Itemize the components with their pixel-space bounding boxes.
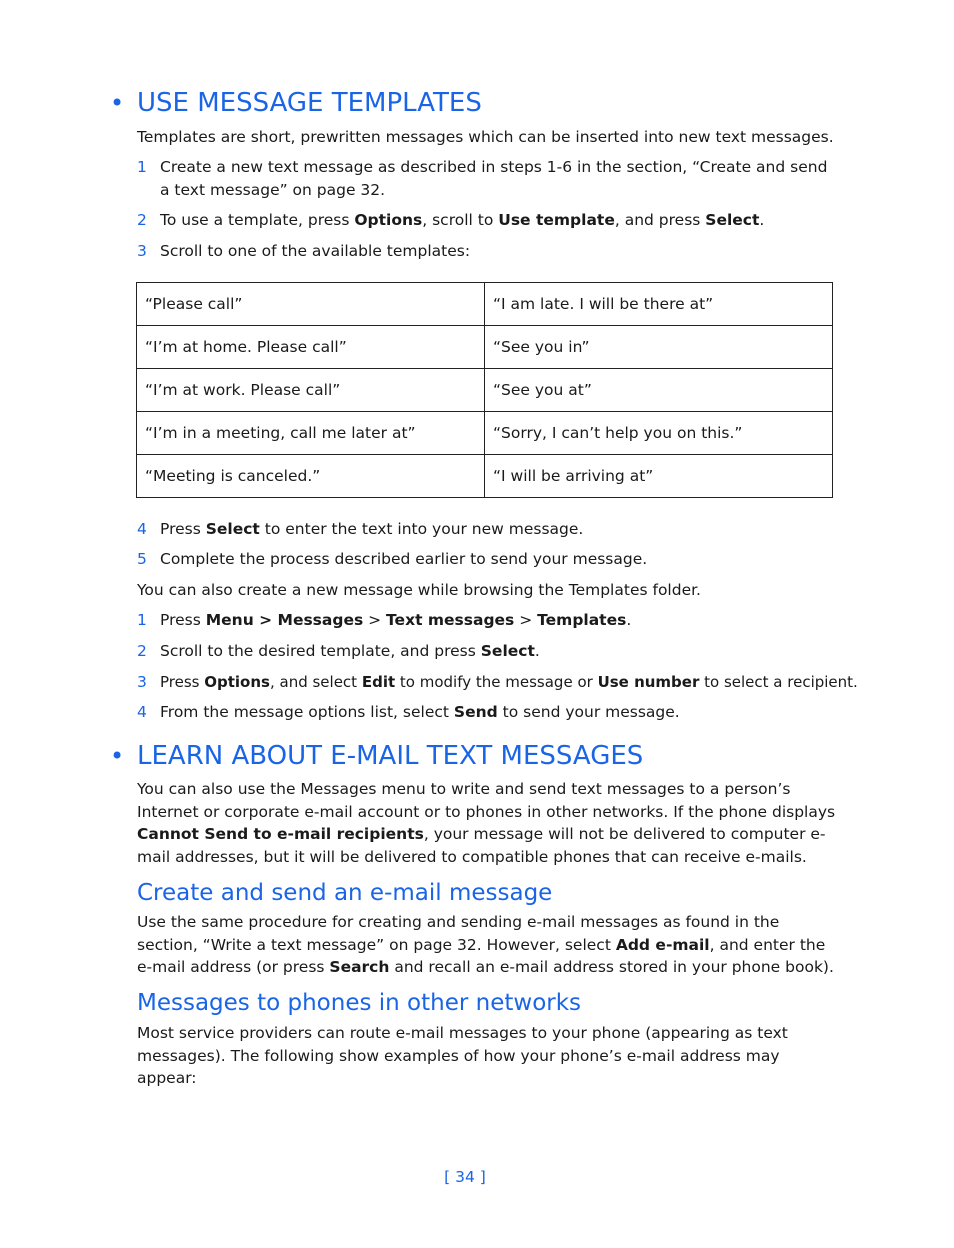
page-number: [ 34 ] (444, 1168, 486, 1186)
folder-step-3: 3 Press Options, and select Edit to modify the message or Use number to select a recipient. (137, 673, 858, 691)
templates-folder-note: You can also create a new message while browsing the Templates folder. (137, 581, 701, 599)
step-3: 3 Scroll to one of the available templates: (137, 242, 471, 260)
step-4: 4 Press Select to enter the text into your new message. (137, 520, 584, 538)
table-cell: “I’m at home. Please call” (137, 326, 485, 369)
table-cell: “I will be arriving at” (485, 455, 833, 498)
table-cell: “See you in” (485, 326, 833, 369)
table-cell: “I’m at work. Please call” (137, 369, 485, 412)
table-cell: “Please call” (137, 283, 485, 326)
section-heading-use-message-templates: • USE MESSAGE TEMPLATES (110, 88, 482, 118)
subheading-create-and-send-email: Create and send an e-mail message (137, 880, 553, 906)
bullet-icon: • (110, 89, 125, 117)
step-2: 2 To use a template, press Options, scroll to Use template, and press Select. (137, 211, 765, 229)
section-heading-learn-about-email: • LEARN ABOUT E-MAIL TEXT MESSAGES (110, 741, 644, 771)
templates-intro: Templates are short, prewritten messages which can be inserted into new text messages. (137, 128, 834, 146)
subheading-messages-other-networks: Messages to phones in other networks (137, 990, 582, 1016)
other-networks-text: Most service providers can route e-mail messages to your phone (appearing as text messages). The following show examples of how your phone’s e-mail address may appear: (137, 1024, 788, 1087)
email-intro: You can also use the Messages menu to write and send text messages to a person’s Internet or corporate e-mail account or to phones in other networks. If the phone displays Cannot Send to e-mail recipients, your message will not be delivered to computer e-mail addresses, but it will be delivered to compatible phones that can receive e-mails. (137, 780, 836, 866)
table-cell: “I’m in a meeting, call me later at” (137, 412, 485, 455)
table-cell: “See you at” (485, 369, 833, 412)
bullet-icon: • (110, 742, 125, 770)
folder-step-1: 1 Press Menu > Messages > Text messages > Templates. (137, 611, 632, 629)
step-5: 5 Complete the process described earlier to send your message. (137, 550, 648, 568)
table-row (137, 412, 833, 455)
templates-table (136, 282, 833, 498)
folder-step-2: 2 Scroll to the desired template, and press Select. (137, 642, 540, 660)
table-row (137, 455, 833, 498)
step-1: 1 Create a new text message as described in steps 1-6 in the section, “Create and send a text message” on page 32. (137, 158, 828, 199)
table-cell: “I am late. I will be there at” (485, 283, 833, 326)
create-email-text: Use the same procedure for creating and sending e-mail messages as found in the section, “Write a text message” on page 32. However, select Add e-mail, and enter the e-mail address (or press Search and recall an e-mail address stored in your phone book). (137, 913, 834, 976)
table-row (137, 326, 833, 369)
table-row (137, 283, 833, 326)
table-cell: “Sorry, I can’t help you on this.” (485, 412, 833, 455)
table-cell: “Meeting is canceled.” (137, 455, 485, 498)
folder-step-4: 4 From the message options list, select Send to send your message. (137, 703, 680, 721)
table-row (137, 369, 833, 412)
